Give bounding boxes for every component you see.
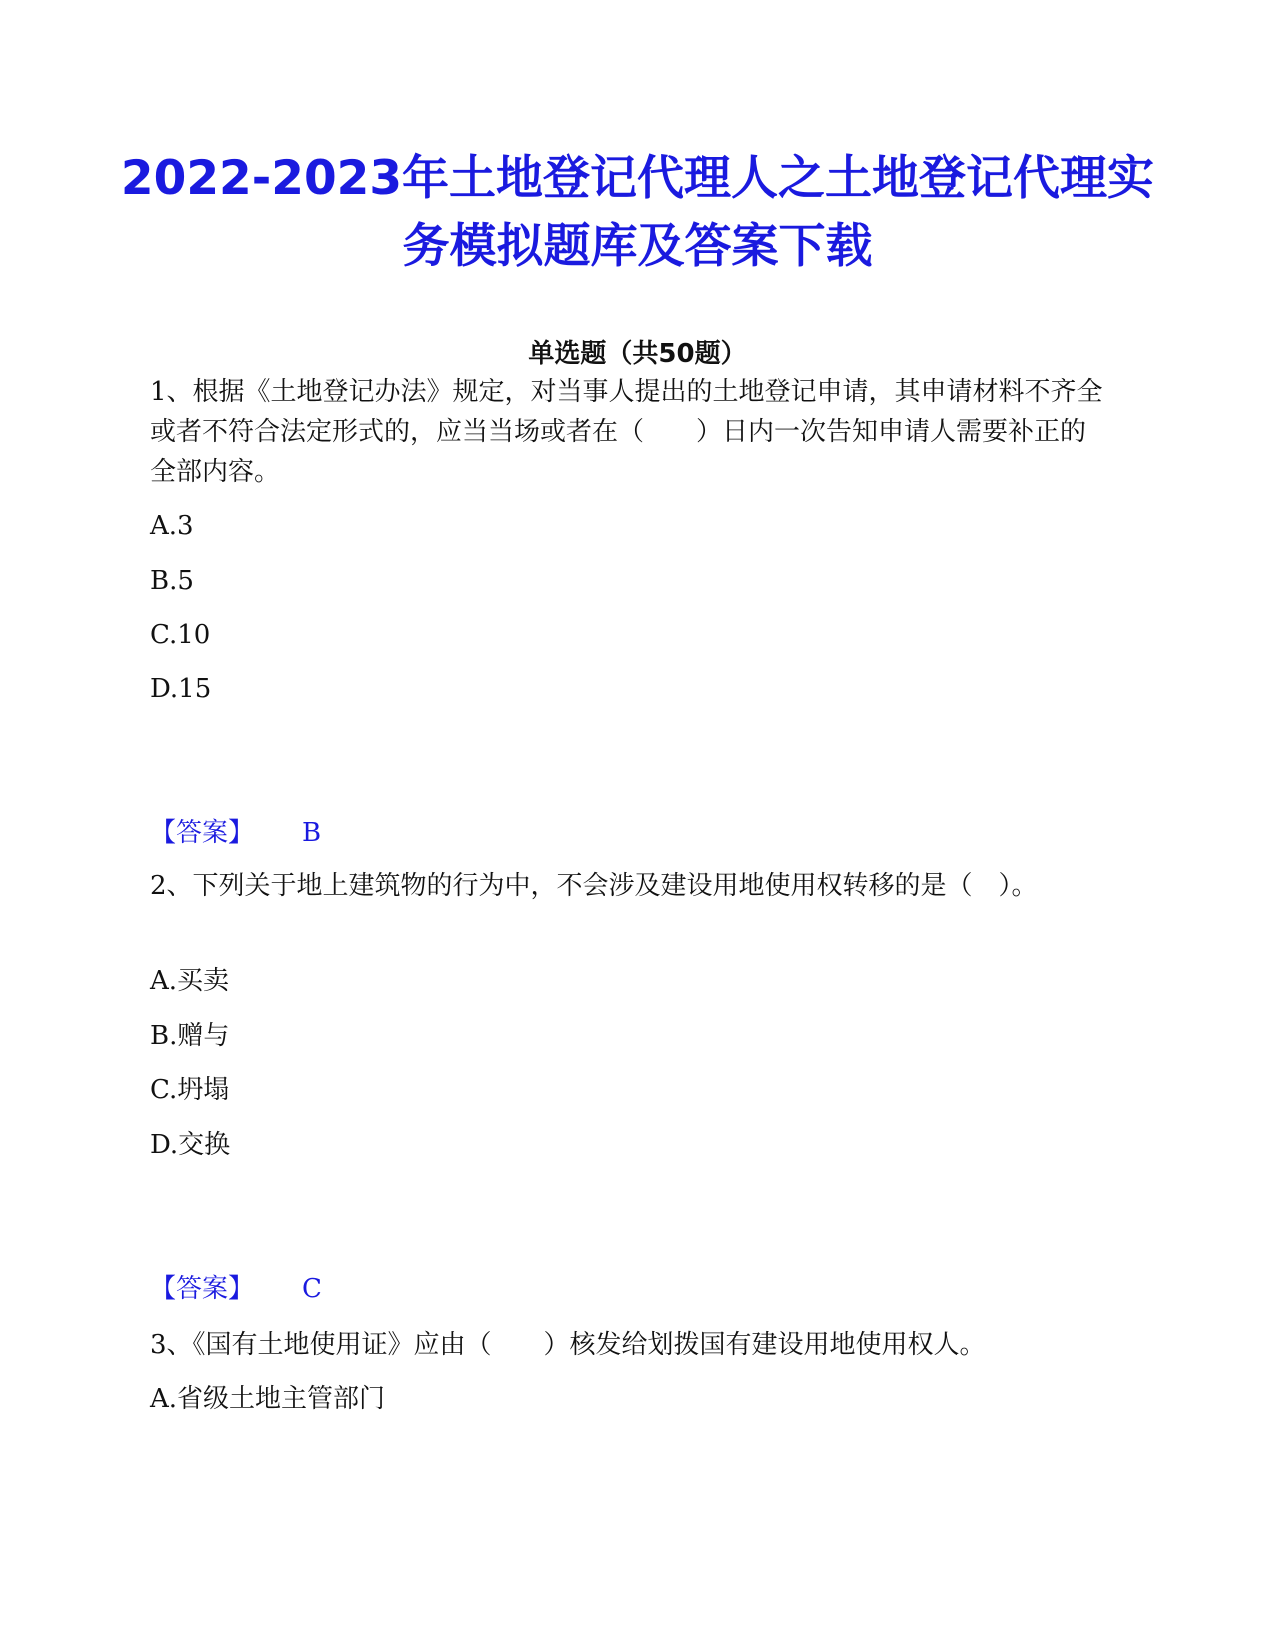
question-2-answer: [150, 1271, 322, 1307]
question-1-option-a: A.3: [150, 511, 194, 541]
question-2-option-d: D.交换: [150, 1130, 231, 1160]
section-heading: 单选题（共50题）: [528, 339, 747, 369]
question-1-text: 1、根据《土地登记办法》规定，对当事人提出的土地登记申请，其申请材料不齐全或者不符合法定形式的，应当当场或者在（ ）日内一次告知申请人需要补正的全部内容。: [150, 377, 1103, 487]
question-3-option-a: A.省级土地主管部门: [150, 1384, 386, 1414]
question-2-text: 2、下列关于地上建筑物的行为中，不会涉及建设用地使用权转移的是（ ）。: [150, 871, 1038, 901]
question-2-option-b: B.赠与: [150, 1021, 230, 1051]
answer-value: B: [302, 818, 322, 848]
question-2-option-c: C.坍塌: [150, 1075, 230, 1105]
answer-value: C: [302, 1274, 322, 1304]
question-1-option-b: B.5: [150, 566, 194, 596]
question-2-option-a: A.买卖: [150, 966, 230, 996]
question-1-answer: [150, 815, 321, 851]
question-1-option-d: D.15: [150, 674, 212, 704]
answer-label: 【答案】: [150, 818, 255, 848]
question-3-text: 3、《国有土地使用证》应由（ ）核发给划拨国有建设用地使用权人。: [150, 1330, 986, 1360]
answer-label: 【答案】: [150, 1274, 255, 1304]
document-title: 2022-2023年土地登记代理人之土地登记代理实务模拟题库及答案下载: [120, 151, 1155, 274]
question-1-option-c: C.10: [150, 620, 211, 650]
